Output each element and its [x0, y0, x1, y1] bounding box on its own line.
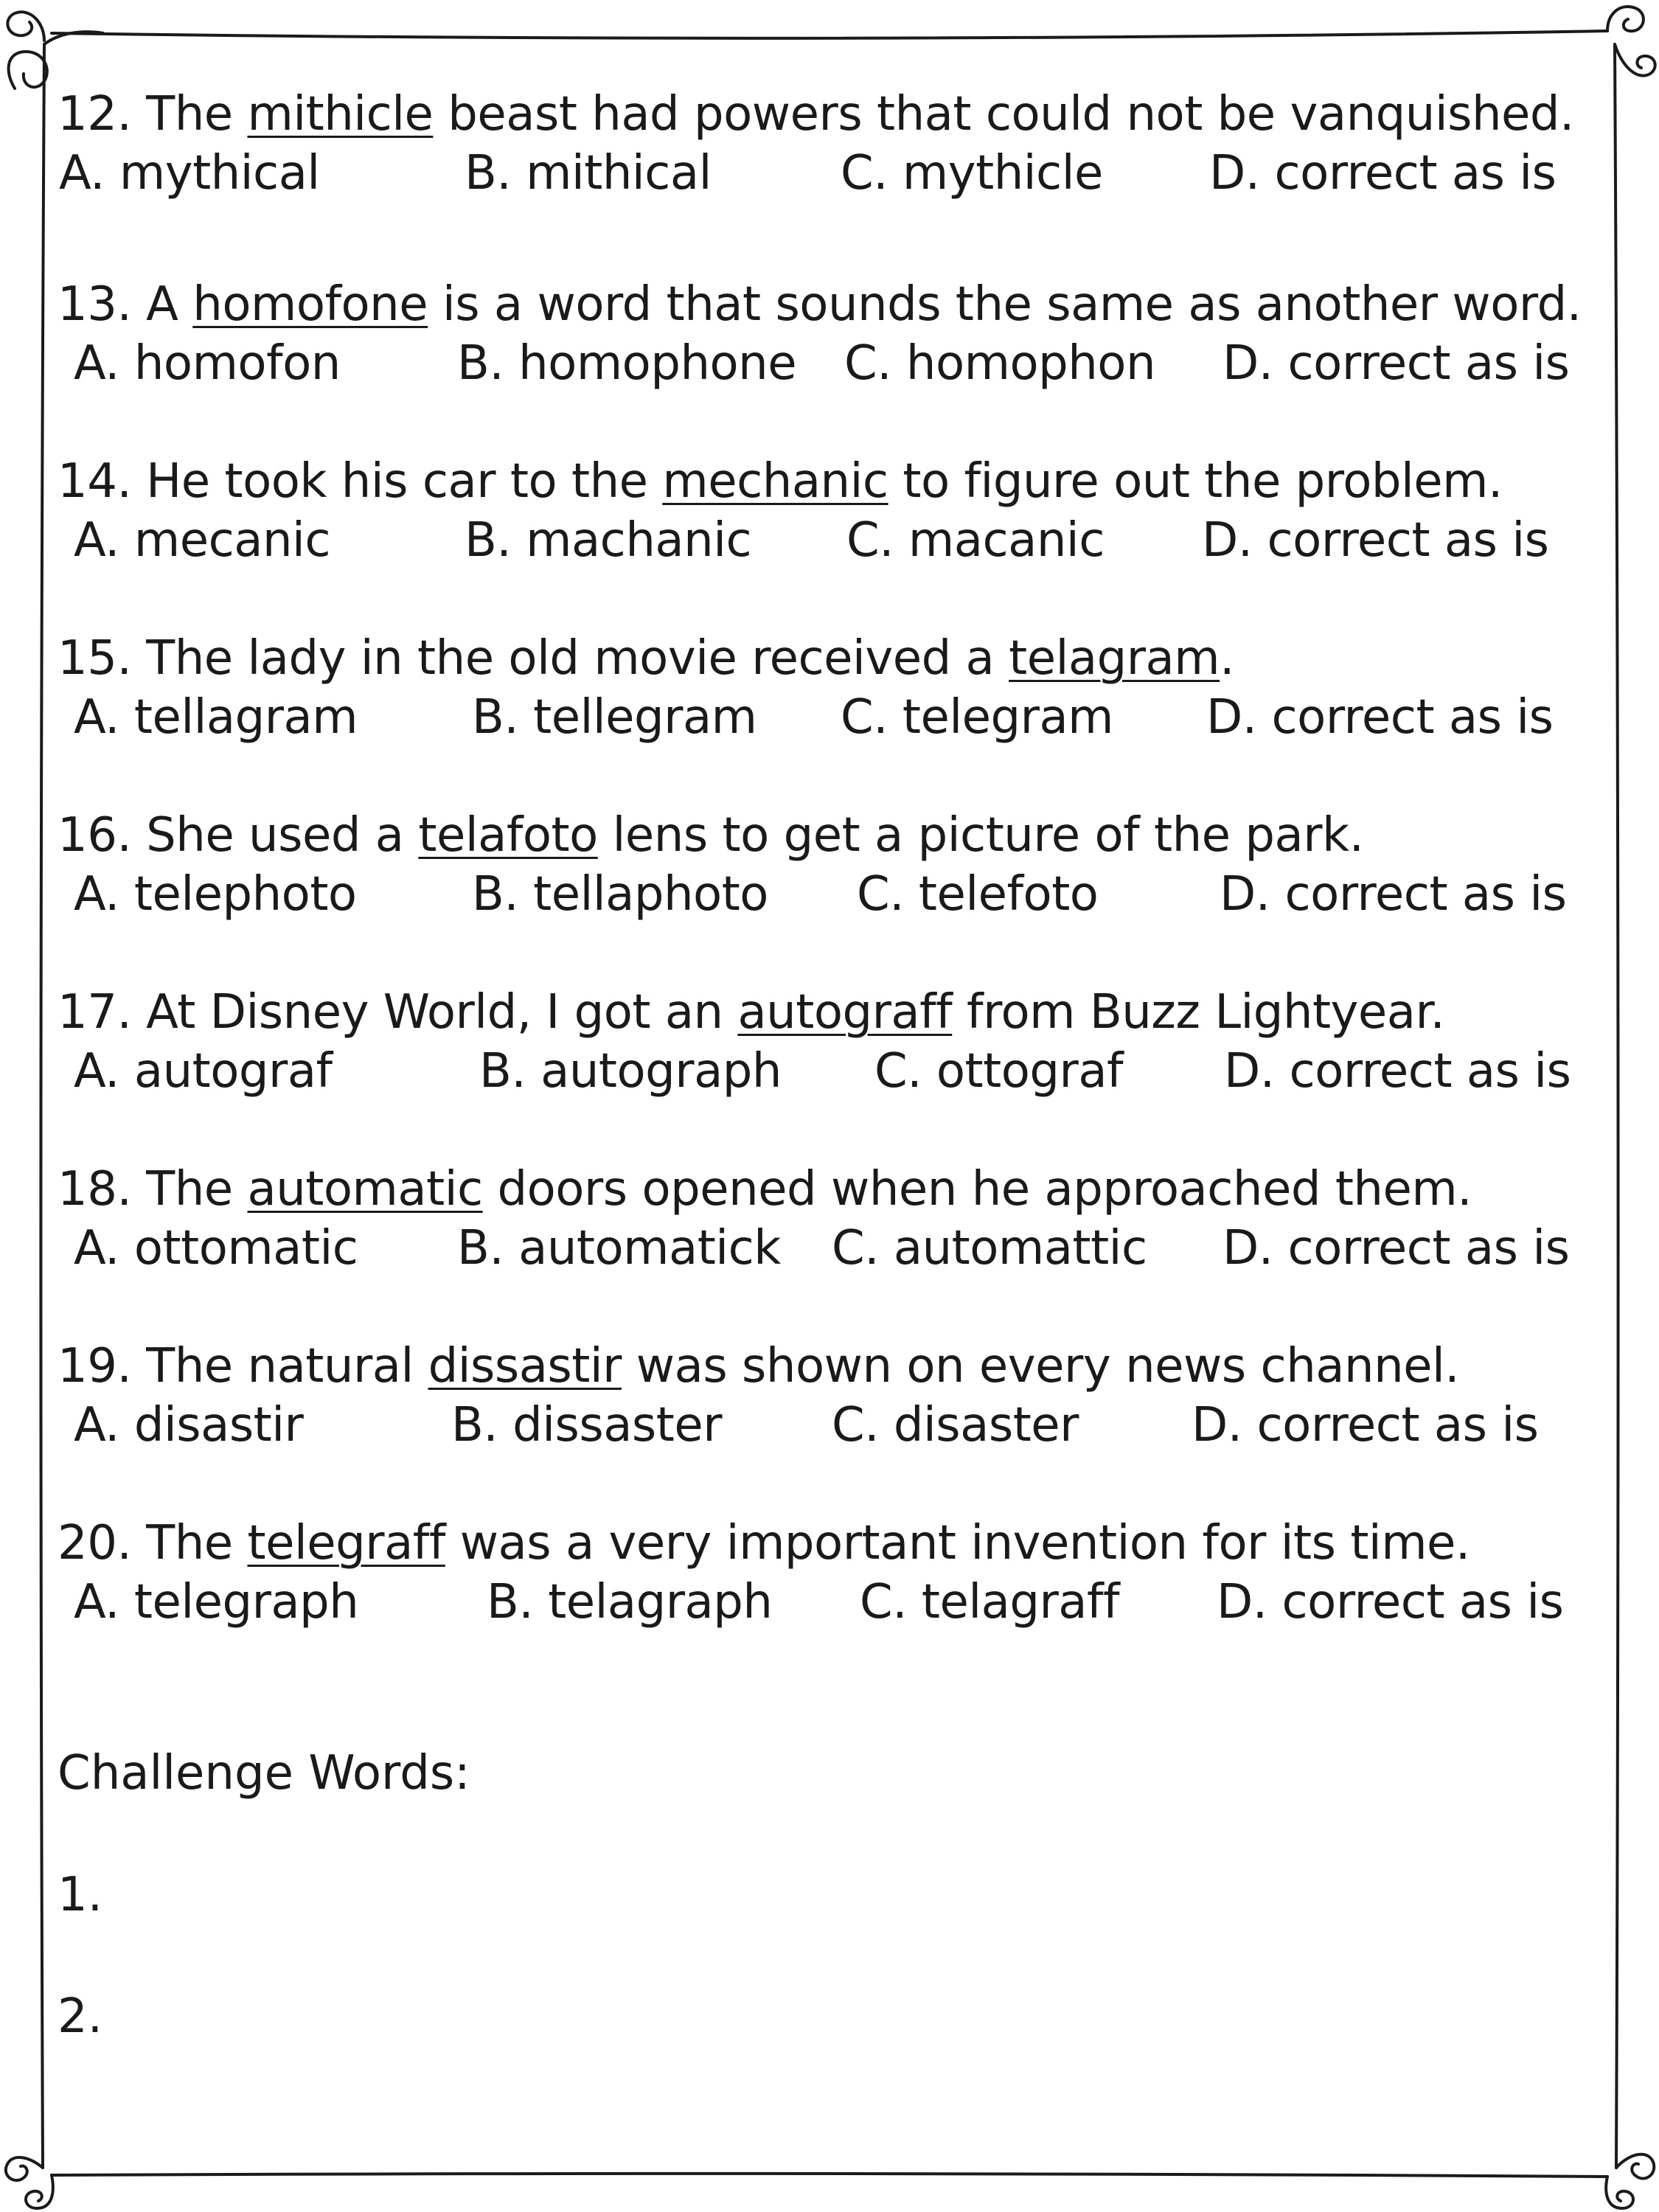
stem-text-before: The natural	[131, 1339, 428, 1394]
option-d[interactable]: D. correct as is	[1192, 1398, 1539, 1453]
question-stem	[58, 85, 1574, 144]
option-d[interactable]: D. correct as is	[1220, 867, 1567, 922]
option-c[interactable]: C. homophon	[844, 336, 1155, 391]
option-b[interactable]: B. dissaster	[451, 1398, 723, 1453]
option-a[interactable]: A. mythical	[59, 146, 320, 201]
option-b[interactable]: B. tellegram	[472, 690, 757, 745]
option-b[interactable]: B. machanic	[465, 513, 752, 568]
option-b[interactable]: B. homophone	[457, 336, 797, 391]
option-a[interactable]: A. disastir	[74, 1398, 304, 1453]
question-stem	[58, 1160, 1472, 1219]
stem-text-after: was a very important invention for its time.	[445, 1516, 1470, 1571]
stem-text-after: from Buzz Lightyear.	[952, 985, 1445, 1040]
question-number: 14.	[58, 454, 132, 509]
underlined-word: autograff	[737, 985, 953, 1040]
underlined-word: mithicle	[247, 87, 434, 142]
underlined-word: homofone	[192, 277, 428, 332]
challenge-item-2[interactable]: 2.	[58, 1989, 103, 2044]
stem-text-after: lens to get a picture of the park.	[597, 808, 1364, 863]
stem-text-before: The lady in the old movie received a	[131, 631, 1009, 686]
question-stem	[58, 1514, 1470, 1573]
stem-text-before: The	[131, 1162, 248, 1217]
option-c[interactable]: C. telefoto	[857, 867, 1099, 922]
question-stem	[58, 452, 1503, 511]
challenge-words-heading: Challenge Words:	[58, 1746, 470, 1801]
option-d[interactable]: D. correct as is	[1202, 513, 1549, 568]
question-number: 17.	[58, 985, 132, 1040]
option-d[interactable]: D. correct as is	[1222, 1221, 1570, 1276]
question-stem	[58, 1337, 1459, 1396]
option-b[interactable]: B. tellaphoto	[472, 867, 768, 922]
stem-text-after: is a word that sounds the same as another word.	[428, 277, 1582, 332]
question-number: 20.	[58, 1516, 132, 1571]
underlined-word: telagram	[1009, 631, 1220, 686]
option-d[interactable]: D. correct as is	[1224, 1044, 1571, 1099]
stem-text-after: was shown on every news channel.	[621, 1339, 1460, 1394]
stem-text-after: .	[1220, 631, 1234, 686]
question-stem	[58, 806, 1363, 865]
option-c[interactable]: C. disaster	[832, 1398, 1079, 1453]
question-number: 12.	[58, 87, 132, 142]
stem-text-before: He took his car to the	[131, 454, 663, 509]
underlined-word: telafoto	[418, 808, 598, 863]
option-a[interactable]: A. homofon	[74, 336, 341, 391]
underlined-word: automatic	[247, 1162, 483, 1217]
question-number: 19.	[58, 1339, 132, 1394]
option-a[interactable]: A. tellagram	[74, 690, 358, 745]
option-a[interactable]: A. ottomatic	[74, 1221, 358, 1276]
stem-text-after: beast had powers that could not be vanquished.	[433, 87, 1574, 142]
stem-text-after: doors opened when he approached them.	[482, 1162, 1472, 1217]
stem-text-before: A	[131, 277, 193, 332]
option-d[interactable]: D. correct as is	[1206, 690, 1554, 745]
option-c[interactable]: C. automattic	[832, 1221, 1147, 1276]
underlined-word: telegraff	[247, 1516, 445, 1571]
option-a[interactable]: A. autograf	[74, 1044, 333, 1099]
option-c[interactable]: C. macanic	[846, 513, 1105, 568]
option-d[interactable]: D. correct as is	[1217, 1575, 1564, 1630]
stem-text-after: to figure out the problem.	[888, 454, 1503, 509]
question-number: 13.	[58, 277, 132, 332]
option-b[interactable]: B. automatick	[457, 1221, 781, 1276]
question-stem	[58, 983, 1444, 1042]
stem-text-before: The	[131, 87, 248, 142]
underlined-word: dissastir	[428, 1339, 622, 1394]
option-c[interactable]: C. telagraff	[860, 1575, 1120, 1630]
challenge-item-1[interactable]: 1.	[58, 1868, 103, 1922]
option-b[interactable]: B. mithical	[465, 146, 712, 201]
stem-text-before: The	[131, 1516, 248, 1571]
stem-text-before: At Disney World, I got an	[131, 985, 738, 1040]
option-a[interactable]: A. telegraph	[74, 1575, 359, 1630]
option-c[interactable]: C. mythicle	[841, 146, 1103, 201]
option-c[interactable]: C. ottograf	[874, 1044, 1124, 1099]
question-number: 16.	[58, 808, 132, 863]
option-d[interactable]: D. correct as is	[1222, 336, 1570, 391]
option-a[interactable]: A. telephoto	[74, 867, 357, 922]
option-b[interactable]: B. telagraph	[487, 1575, 773, 1630]
option-a[interactable]: A. mecanic	[74, 513, 330, 568]
option-c[interactable]: C. telegram	[841, 690, 1113, 745]
question-number: 18.	[58, 1162, 132, 1217]
option-b[interactable]: B. autograph	[479, 1044, 782, 1099]
question-number: 15.	[58, 631, 132, 686]
option-d[interactable]: D. correct as is	[1209, 146, 1557, 201]
stem-text-before: She used a	[131, 808, 419, 863]
question-stem	[58, 629, 1234, 688]
question-stem	[58, 275, 1582, 334]
underlined-word: mechanic	[662, 454, 888, 509]
